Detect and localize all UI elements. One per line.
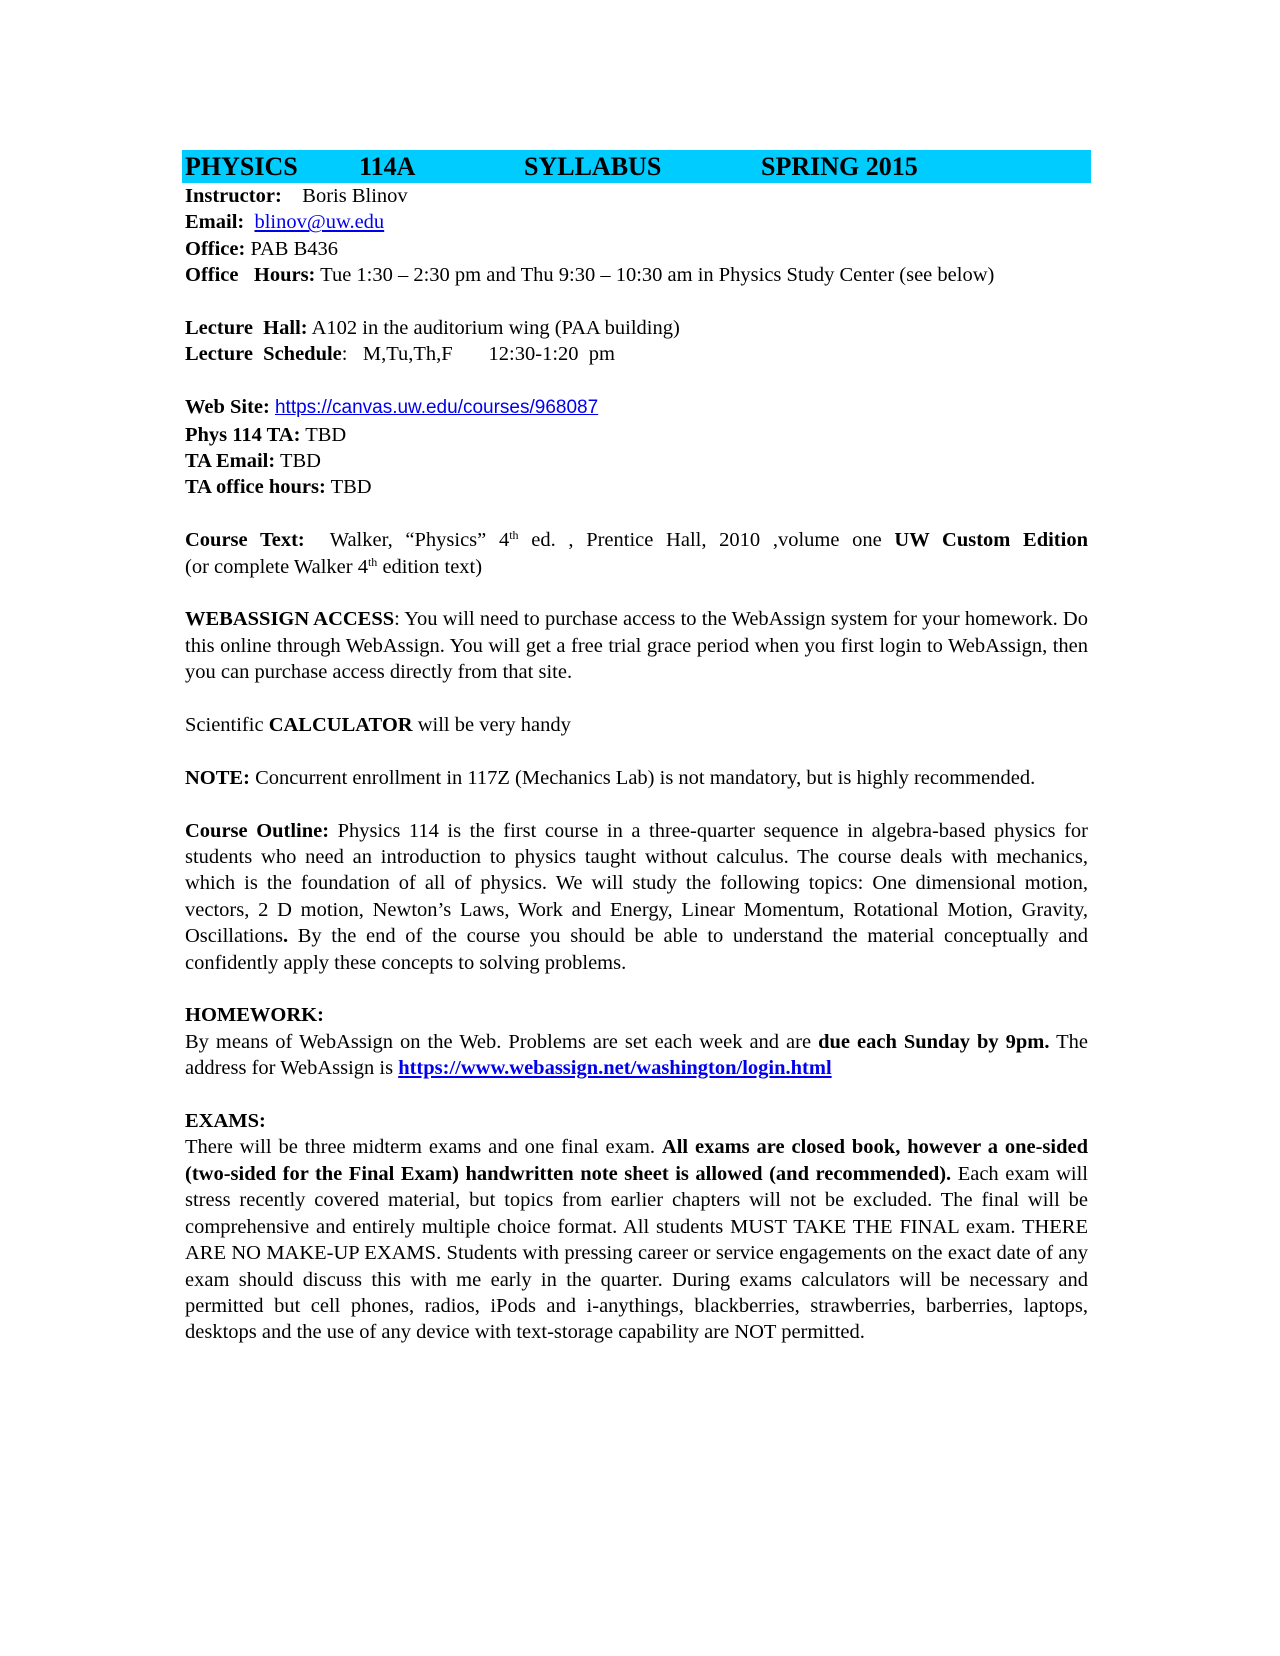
office-hours-line: Office Hours: Tue 1:30 – 2:30 pm and Thu 9:30 – 10:30 am in Physics Study Center (see below) — [185, 264, 995, 287]
homework-heading: HOMEWORK: — [185, 1004, 324, 1027]
instructor-email-link[interactable]: blinov@uw.edu — [254, 211, 385, 234]
title-bar — [182, 150, 1091, 183]
canvas-link[interactable]: https://canvas.uw.edu/courses/968087 — [274, 397, 599, 419]
ta-email-line: TA Email: TBD — [185, 450, 321, 473]
instructor-line: Instructor: Boris Blinov — [185, 185, 408, 207]
lecture-schedule-line: Lecture Schedule: M,Tu,Th,F 12:30-1:20 pm — [185, 343, 615, 366]
web-site-line: Web Site: https://canvas.uw.edu/courses/968087 — [185, 396, 599, 419]
ta-line: Phys 114 TA: TBD — [185, 423, 347, 446]
course-number: 114A — [359, 152, 416, 181]
calculator-line: Scientific CALCULATOR will be very handy — [185, 714, 571, 737]
note-paragraph: NOTE: Concurrent enrollment in 117Z (Mechanics Lab) is not mandatory, but is highly recommended. — [185, 766, 1036, 789]
term: SPRING 2015 — [761, 152, 918, 181]
syllabus-page — [185, 150, 1088, 1346]
course-text-alt: (or complete Walker 4th edition text) — [185, 554, 483, 578]
office-line: Office: PAB B436 — [185, 237, 338, 260]
exams-paragraph: There will be three midterm exams and one final exam. All exams are closed book, however a one-sided (two-sided for the Final Exam) handwritten note sheet is allowed (and recommended). Each exam will stress recently covered material, but topics from earlier chapters will not be excluded. The final will be comprehensive and entirely multiple choice format. All students MUST TAKE THE FINAL exam. THERE ARE NO MAKE-UP EXAMS. Students with pressing career or service engagements on the exact date of any exam should discuss this with me early in the quarter. During exams calculators will be necessary and permitted but cell phones, radios, iPods and i-anythings, blackberries, strawberries, barberries, laptops, desktops and the use of any device with text-storage capability are NOT permitted. — [185, 1136, 1088, 1344]
homework-paragraph: By means of WebAssign on the Web. Problems are set each week and are due each Sunday by 9pm. The address for WebAssign is https://www.webassign.net/washington/login.html — [185, 1030, 1088, 1080]
course-name: PHYSICS — [185, 152, 298, 181]
webassign-link[interactable]: https://www.webassign.net/washington/login.html — [398, 1057, 832, 1080]
course-text-paragraph: Course Text: Walker, “Physics” 4th ed. , Prentice Hall, 2010 ,volume one UW Custom Edition — [185, 528, 1088, 552]
exams-heading: EXAMS: — [185, 1110, 266, 1133]
instructor-name: Boris Blinov — [302, 185, 408, 207]
lecture-hall-line: Lecture Hall: A102 in the auditorium wing (PAA building) — [185, 317, 680, 340]
course-outline-paragraph: Course Outline: Physics 114 is the first course in a three-quarter sequence in algebra-based physics for students who need an introduction to physics taught without calculus. The course deals with mechanics, which is the foundation of all of physics. We will study the following topics: One dimensional motion, vectors, 2 D motion, Newton’s Laws, Work and Energy, Linear Momentum, Rotational Motion, Gravity, Oscillations. By the end of the course you should be able to understand the material conceptually and confidently apply these concepts to solving problems. — [185, 819, 1088, 974]
ta-hours-line: TA office hours: TBD — [185, 476, 372, 499]
email-line: Email: blinov@uw.edu — [185, 211, 385, 234]
webassign-paragraph: WEBASSIGN ACCESS: You will need to purchase access to the WebAssign system for your homework. Do this online through WebAssign. You will get a free trial grace period when you first login to WebAssign, then you can purchase access directly from that site. — [185, 608, 1088, 684]
document-title: SYLLABUS — [524, 152, 662, 181]
